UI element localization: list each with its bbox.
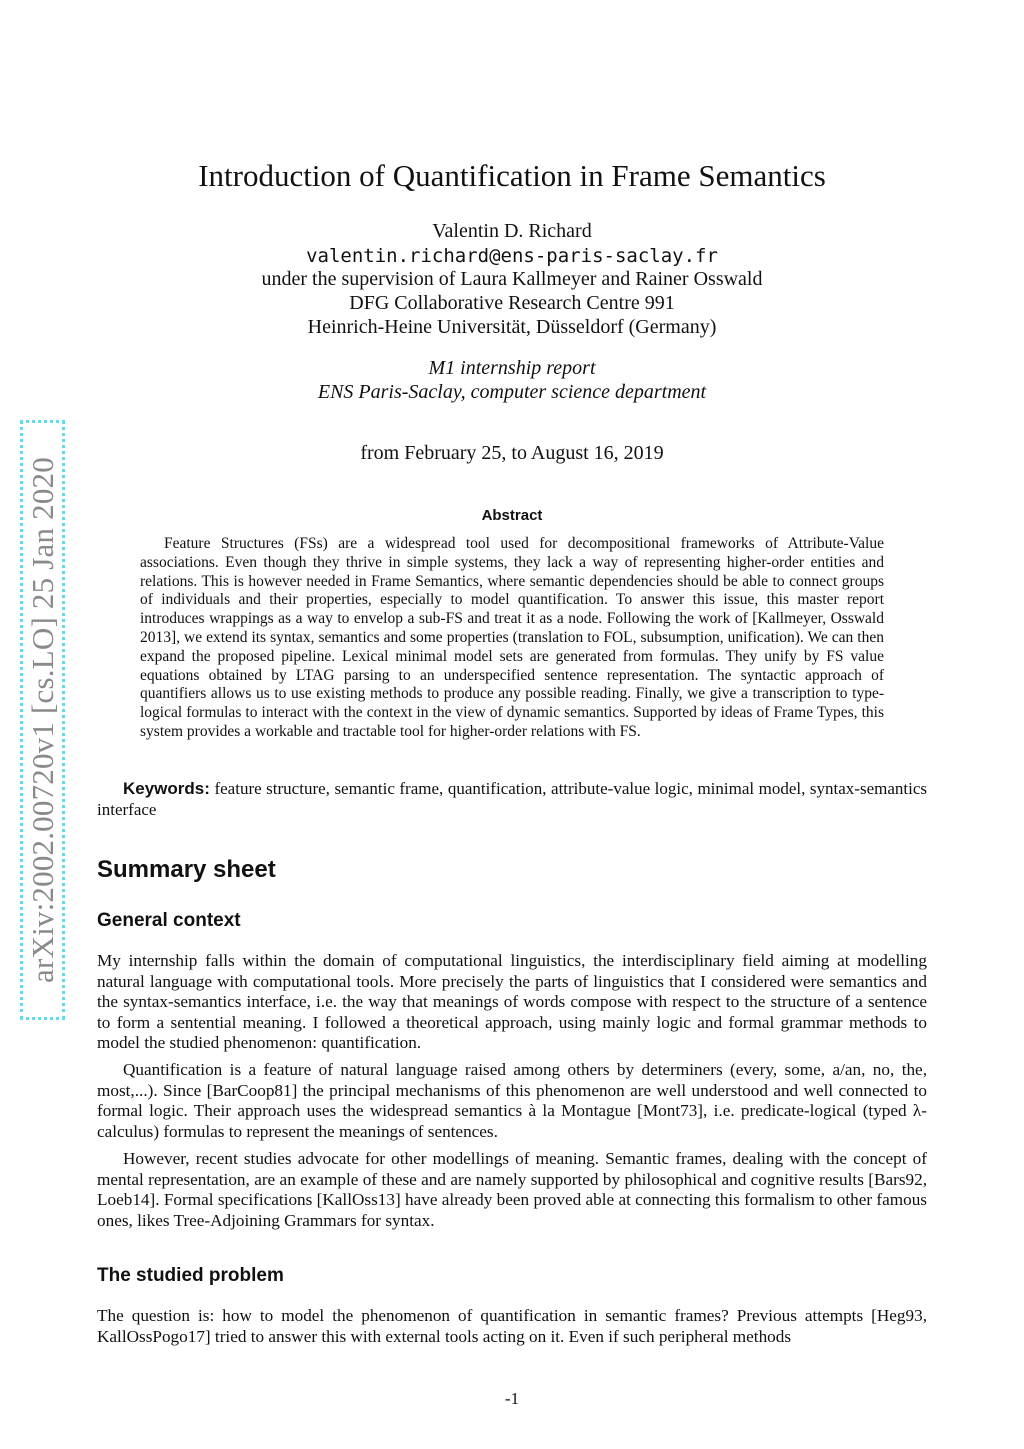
abstract-text: Feature Structures (FSs) are a widespread tool used for decompositional frameworks of Attribute-Value associations. Even though they thrive in simple systems, they lack a way of representing higher-order entities and relations. This is however needed in Frame Semantics, where semantic dependencies should be able to connect groups of individuals and their properties, especially to model quantification. To answer this issue, this master report introduces wrappings as a way to envelop a sub-FS and treat it as a node. Following the work of [Kallmeyer, Osswald 2013], we extend its syntax, semantics and some properties (translation to FOL, subsumption, unification). We can then expand the proposed pipeline. Lexical minimal model sets are generated from formulas. They unify by FS value equations obtained by LTAG parsing to an underspecified sentence representation. The syntactic approach of quantifiers allows us to use existing methods to produce any possible reading. Finally, we give a transcription to type-logical formulas to interact with the context in the view of dynamic semantics. Supported by ideas of Frame Types, this system provides a workable and tractable tool for higher-order relations with FS. xyxy=(140,535,884,740)
report-type: M1 internship report xyxy=(428,357,596,379)
paper-title: Introduction of Quantification in Frame Semantics xyxy=(198,158,826,193)
supervision-line: under the supervision of Laura Kallmeyer and Rainer Osswald xyxy=(261,268,763,290)
page-number: -1 xyxy=(504,1389,520,1408)
summary-sheet-heading: Summary sheet xyxy=(97,856,276,883)
internship-dates: from February 25, to August 16, 2019 xyxy=(360,442,664,464)
author-name: Valentin D. Richard xyxy=(432,220,592,242)
studied-problem-paragraph: The question is: how to model the phenomenon of quantification in semantic frames? Previous attempts [Heg93, KallOssPogo17] tried to answer this with external tools acting on it. Even if such peripheral methods xyxy=(97,1306,927,1346)
arxiv-identifier: arXiv:2002.00720v1 [cs.LO] 25 Jan 2020 xyxy=(24,457,60,983)
university: Heinrich-Heine Universität, Düsseldorf (Germany) xyxy=(307,316,717,338)
report-department: ENS Paris-Saclay, computer science department xyxy=(317,381,707,403)
keywords xyxy=(97,778,927,820)
general-context-paragraph-3: However, recent studies advocate for other modellings of meaning. Semantic frames, dealing with the concept of mental representation, are an example of these and are namely supported by philosophical and cognitive results [Bars92, Loeb14]. Formal specifications [KallOss13] have already been proved able at connecting this formalism to other famous ones, likes Tree-Adjoining Grammars for syntax. xyxy=(97,1149,927,1230)
author-email: valentin.richard@ens-paris-saclay.fr xyxy=(306,245,718,267)
general-context-paragraph-2: Quantification is a feature of natural language raised among others by determiners (every, some, a/an, no, the, most,...). Since [BarCoop81] the principal mechanisms of this phenomenon are well understood and well connected to formal logic. Their approach uses the widespread semantics à la Montague [Mont73], i.e. predicate-logical (typed λ-calculus) formulas to represent the meanings of sentences. xyxy=(97,1060,927,1141)
abstract-heading: Abstract xyxy=(481,507,543,524)
research-centre: DFG Collaborative Research Centre 991 xyxy=(349,292,675,314)
keywords-label: Keywords: xyxy=(123,779,210,798)
general-context-heading: General context xyxy=(97,910,241,931)
keywords-text: feature structure, semantic frame, quantification, attribute-value logic, minimal model, syntax-semantics interface xyxy=(97,779,928,819)
general-context-paragraph-1: My internship falls within the domain of computational linguistics, the interdisciplinary field aiming at modelling natural language with computational tools. More precisely the parts of linguistics that I considered were semantics and the syntax-semantics interface, i.e. the way that meanings of words compose with respect to the structure of a sentence to form a sentential meaning. I followed a theoretical approach, using mainly logic and formal grammar methods to model the studied phenomenon: quantification. xyxy=(97,951,927,1053)
studied-problem-heading: The studied problem xyxy=(97,1265,284,1286)
